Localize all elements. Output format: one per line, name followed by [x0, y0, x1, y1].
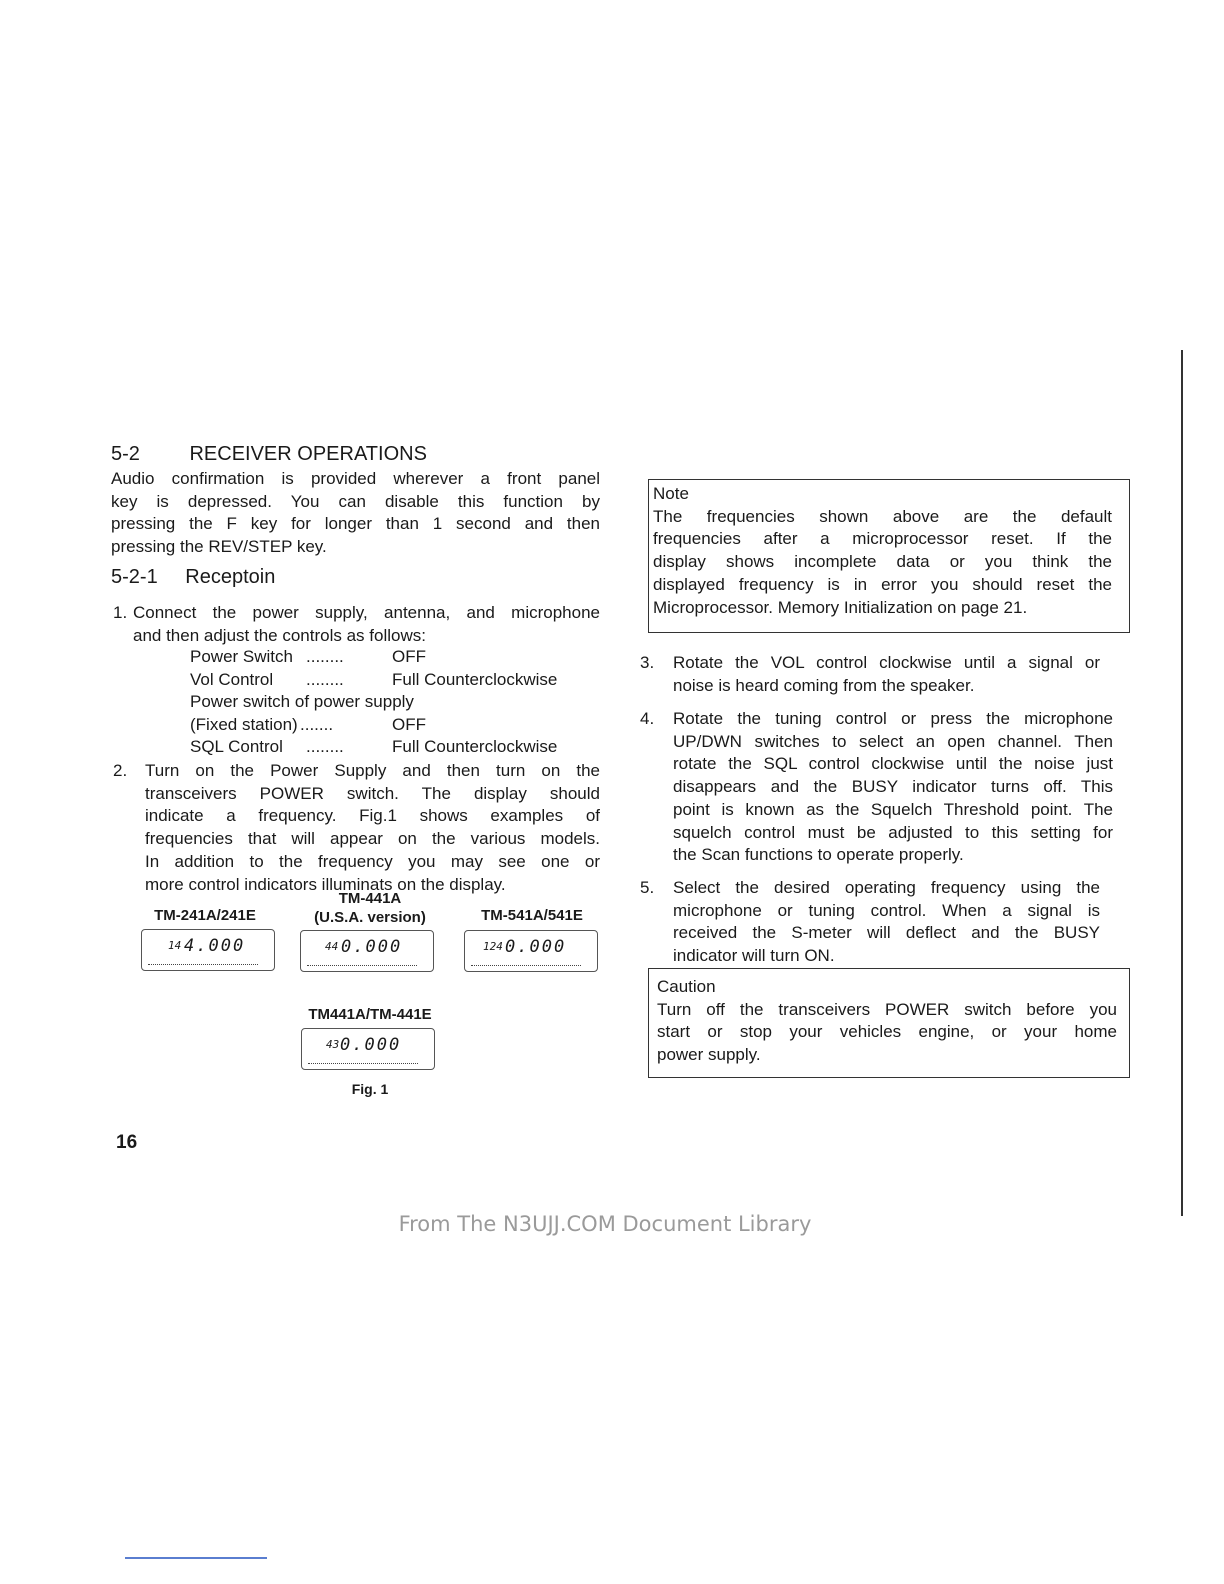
box-title: Note	[653, 484, 689, 503]
text-line: more control indicators illuminats on the display.	[145, 874, 506, 894]
text-line: power supply.	[657, 1045, 761, 1065]
setting-dots: .......	[300, 714, 334, 734]
step-4	[640, 708, 1113, 867]
lcd-display: 44 0.000	[300, 930, 434, 972]
text-line: received the S-meter will deflect and the BUSY	[673, 923, 1100, 943]
text-line: start or stop your vehicles engine, or your home	[657, 1022, 1117, 1042]
text-line: microphone or tuning control. When a signal is	[673, 900, 1100, 920]
text-line: display shows incomplete data or you think the	[653, 552, 1112, 572]
text-line: point is known as the Squelch Threshold point. The	[673, 799, 1113, 819]
step-1	[113, 602, 600, 647]
text-line: UP/DWN switches to select an open channel. Then	[673, 731, 1113, 751]
figure-caption: Fig. 1	[351, 1081, 389, 1097]
setting-value: OFF	[392, 647, 426, 666]
section-heading	[111, 443, 427, 466]
step-number: 5.	[640, 878, 655, 897]
text-line: The frequencies shown above are the default	[653, 506, 1112, 526]
intro-paragraph	[111, 468, 600, 559]
text-line: indicator will turn ON.	[673, 946, 835, 966]
text-line: Audio confirmation is provided wherever a front panel	[111, 469, 600, 488]
footer-watermark: From The N3UJJ.COM Document Library	[398, 1212, 812, 1236]
step-number: 3.	[640, 653, 655, 672]
text-line: and then adjust the controls as follows:	[133, 625, 426, 645]
display-label: TM441A/TM-441E	[308, 1006, 432, 1023]
setting-dots: ........	[306, 647, 344, 666]
text-line: Microprocessor. Memory Initialization on page 21.	[653, 597, 1028, 617]
text-line: frequencies after a microprocessor reset. If the	[653, 529, 1112, 549]
subsection-heading	[111, 566, 275, 589]
page-number: 16	[116, 1132, 138, 1153]
text-line: Connect the power supply, antenna, and microphone	[133, 603, 600, 622]
text-line: Rotate the VOL control clockwise until a signal or	[673, 653, 1100, 672]
step-5	[640, 877, 1100, 968]
text-line: disappears and the BUSY indicator turns off. This	[673, 777, 1113, 797]
setting-label: Power switch of power supply	[190, 692, 414, 712]
text-line: Turn off the transceivers POWER switch before you	[657, 999, 1117, 1019]
setting-label: SQL Control	[190, 737, 283, 757]
display-label: TM-241A/241E	[154, 907, 256, 924]
display-label: TM-541A/541E	[481, 907, 583, 924]
lcd-display: 43 0.000	[301, 1028, 435, 1070]
text-line: indicate a frequency. Fig.1 shows examples of	[145, 806, 600, 826]
step-number: 2.	[113, 761, 128, 780]
box-title: Caution	[657, 977, 716, 996]
subsection-title: Receptoin	[185, 566, 276, 588]
setting-value: Full Counterclockwise	[392, 669, 558, 689]
lcd-display: 124 0.000	[464, 930, 598, 972]
setting-dots: ........	[306, 669, 344, 689]
bottom-rule	[125, 1557, 267, 1559]
note-text	[653, 483, 1112, 619]
section-title: RECEIVER OPERATIONS	[189, 443, 427, 465]
setting-label: Vol Control	[190, 669, 274, 689]
setting-dots: ........	[306, 737, 344, 757]
text-line: pressing the REV/STEP key.	[111, 537, 327, 557]
setting-value: OFF	[392, 714, 426, 734]
text-line: transceivers POWER switch. The display should	[145, 783, 600, 803]
step-number: 4.	[640, 709, 655, 728]
step-2	[113, 760, 600, 896]
setting-value: Full Counterclockwise	[392, 737, 558, 757]
lcd-display: 14 4.000	[141, 929, 275, 971]
text-line: squelch control must be adjusted to this setting for	[673, 822, 1113, 842]
step-3	[640, 652, 1100, 697]
text-line: Rotate the tuning control or press the microphone	[673, 709, 1113, 728]
text-line: In addition to the frequency you may see one or	[145, 851, 600, 871]
text-line: key is depressed. You can disable this function by	[111, 491, 600, 511]
step-number: 1.	[113, 603, 128, 622]
text-line: Turn on the Power Supply and then turn on the	[145, 761, 600, 780]
setting-label: Power Switch	[190, 647, 293, 666]
text-line: Select the desired operating frequency using the	[673, 878, 1100, 897]
text-line: rotate the SQL control clockwise until the noise just	[673, 754, 1113, 774]
subsection-number: 5-2-1	[111, 566, 158, 588]
text-line: pressing the F key for longer than 1 second and then	[111, 514, 600, 534]
page-edge-line	[1181, 350, 1183, 1216]
text-line: frequencies that will appear on the various models.	[145, 829, 600, 849]
display-label: TM-441A (U.S.A. version)	[314, 890, 426, 926]
text-line: noise is heard coming from the speaker.	[673, 675, 975, 695]
section-number: 5-2	[111, 443, 140, 465]
text-line: the Scan functions to operate properly.	[673, 845, 964, 865]
caution-text	[657, 976, 1117, 1067]
text-line: displayed frequency is in error you should reset the	[653, 574, 1112, 594]
setting-label: (Fixed station)	[190, 714, 298, 734]
